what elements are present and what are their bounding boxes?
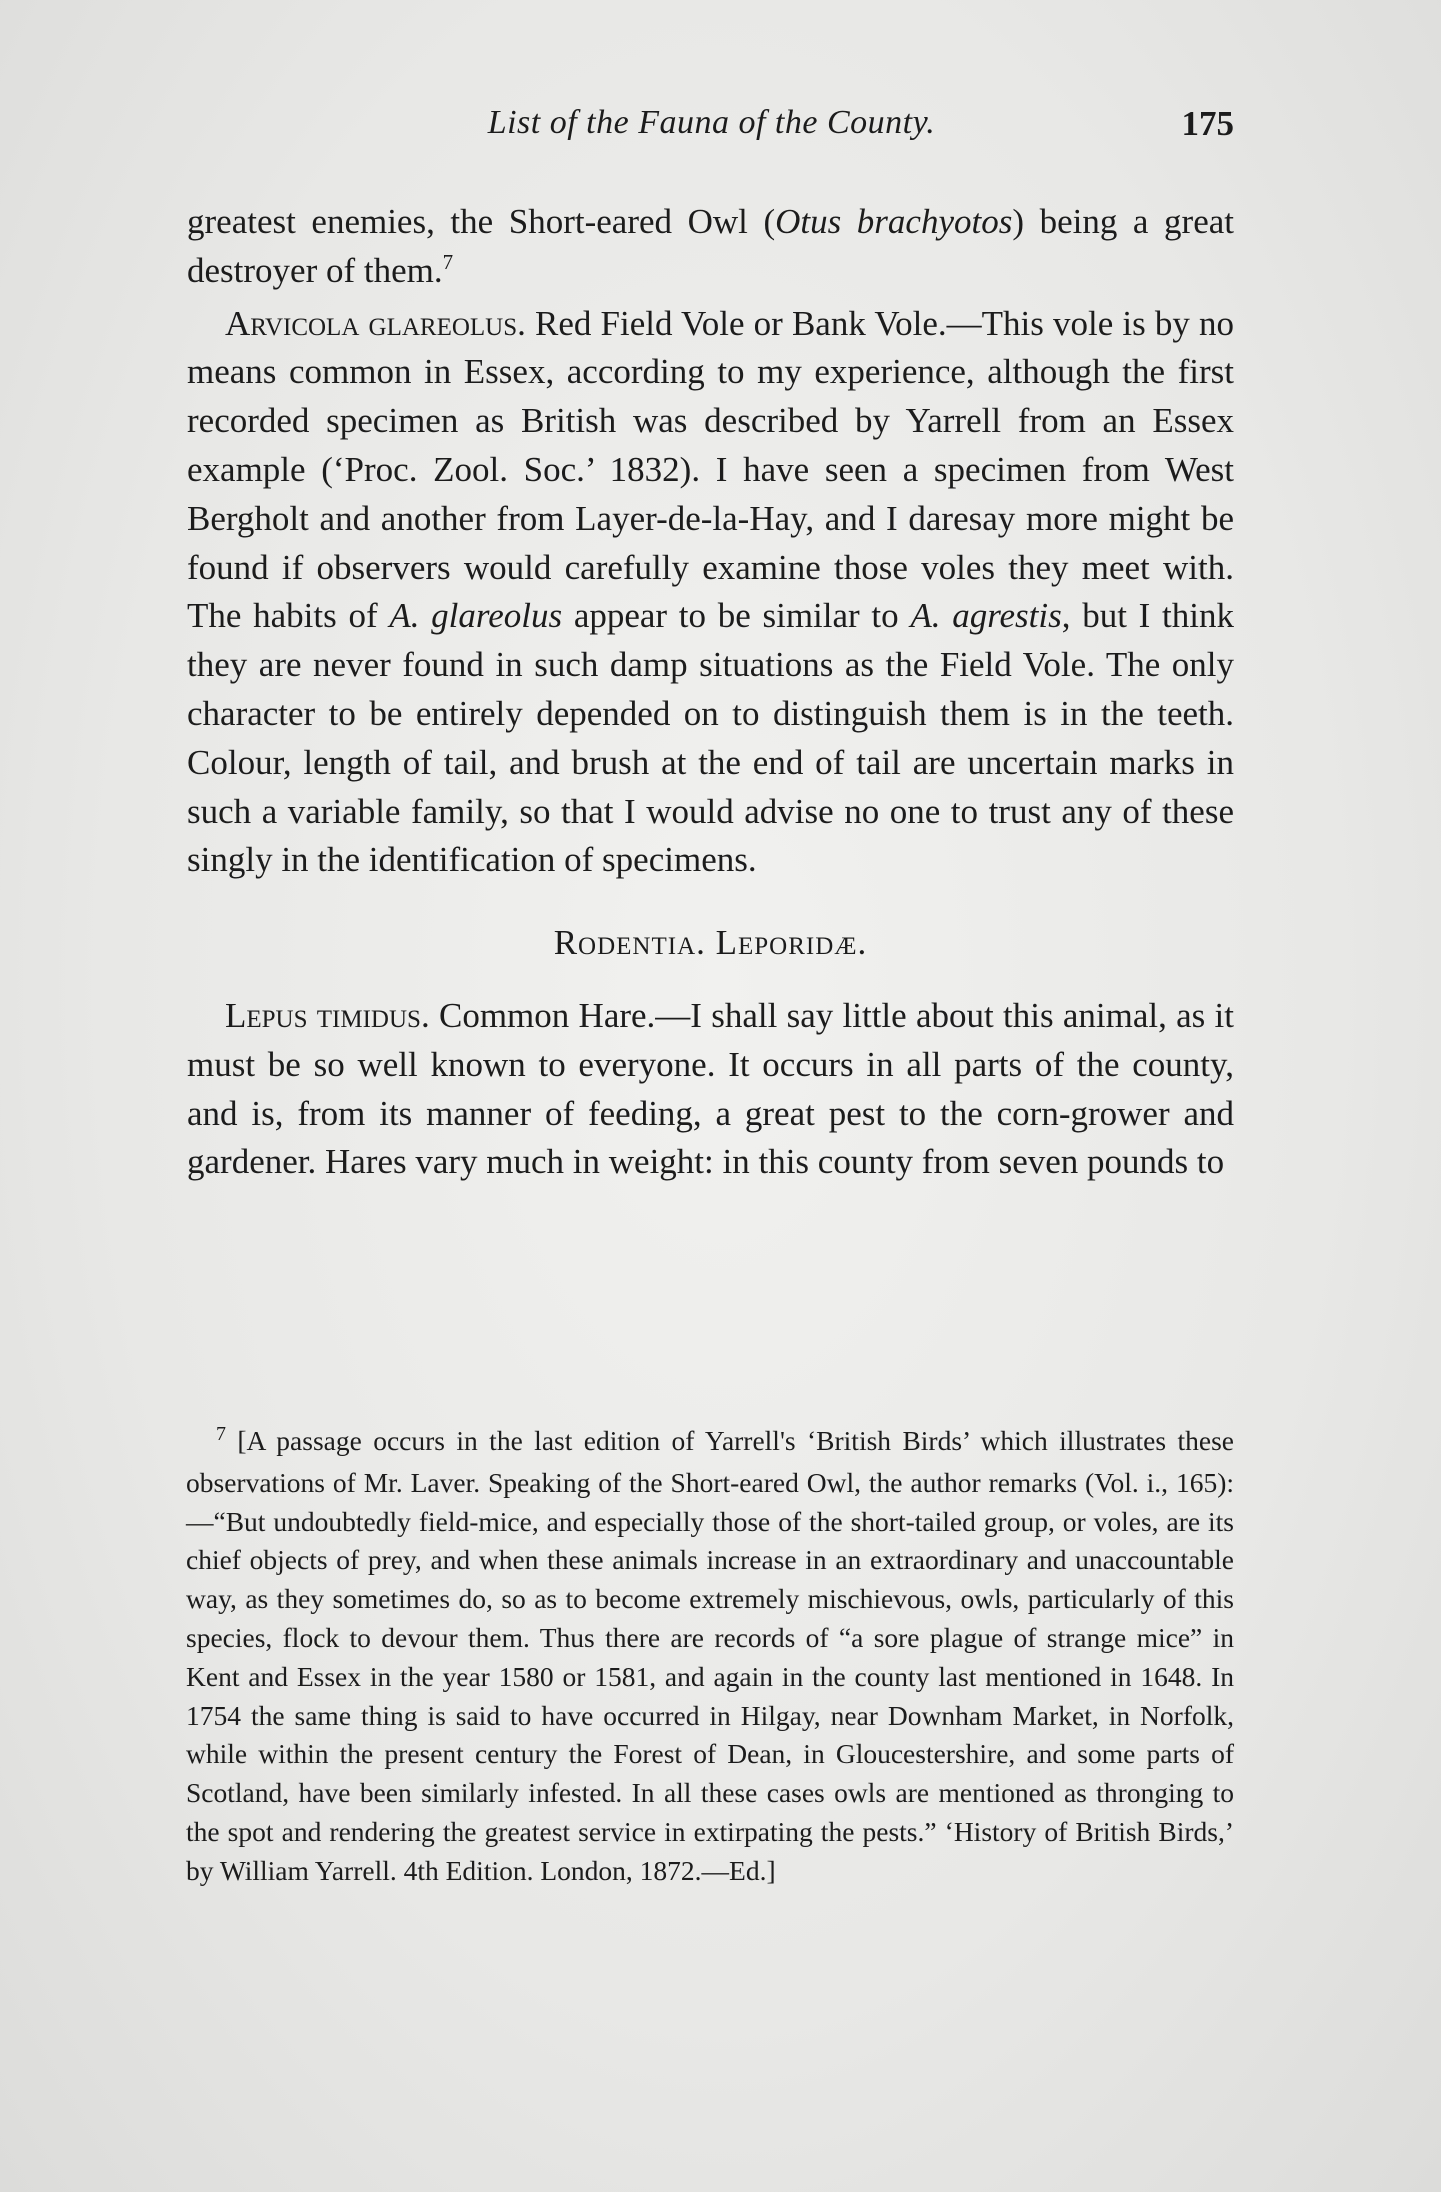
footnote-text: [A passage occurs in the last edition of Yarrell's ‘British Birds’ which illustrates these observations of Mr. Laver. Speaking of the Short-eared Owl, the author remarks (Vol. i., 165):—“But undoubtedly field-mice, and especially those of the short-tailed group, or voles, are its chief objects of prey, and when these animals increase in an extraordinary and unaccountable way, as they sometimes do, so as to become extremely mischievous, owls, particularly of this species, flock to devour them. Thus there are records of “a sore plague of strange mice” in Kent and Essex in the year 1580 or 1581, and again in the county last mentioned in 1648. In 1754 the same thing is said to have occurred in Hilgay, near Downham Market, in Norfolk, while within the present century the Forest of Dean, in Gloucestershire, and some parts of Scotland, have been similarly infested. In all these cases owls are mentioned as thronging to the spot and rendering the greatest service in extirpating the pests.” ‘History of British Birds,’ by William Yarrell. 4th Edition. London, 1872.—Ed.]: [186, 1425, 1234, 1886]
main-text: [187, 198, 1234, 1187]
italic-species-name: A. glareolus: [389, 596, 563, 636]
italic-species-name: Otus brachyotos: [775, 202, 1013, 241]
footnote: [186, 1422, 1234, 1891]
paragraph-common-hare: [187, 992, 1234, 1187]
italic-species-name: A. agrestis: [910, 596, 1062, 636]
paragraph-owl: [187, 198, 1234, 300]
page-number: 175: [1181, 104, 1234, 143]
species-heading: Arvicola glareolus.: [225, 303, 526, 343]
footnote-paragraph: [186, 1422, 1234, 1891]
paragraph-text: ) being a great destroyer of them.: [187, 202, 1235, 290]
paragraph-text: appear to be similar to: [562, 596, 911, 636]
paragraph-text: Red Field Vole or Bank Vole.—This vole is by no means common in Essex, according to my experience, although the first recorded specimen as British was described by Yarrell from an Essex example (‘Proc. Zool. Soc.’ 1832). I have seen a specimen from West Bergholt and another from Layer-de-la-Hay, and I daresay more might be found if observers would carefully examine those voles they meet with. The habits of: [187, 303, 1234, 636]
page-header: [189, 104, 1234, 154]
paragraph-bank-vole: [187, 300, 1234, 886]
paragraph-text: , but I think they are never found in such damp situations as the Field Vole. The only character to be entirely depended on to distinguish them is in the teeth. Colour, length of tail, and brush at the end of tail are uncertain marks in such a variable family, so that I would advise no one to trust any of these singly in the identification of specimens.: [187, 596, 1234, 880]
footnote-reference: 7: [442, 249, 454, 274]
section-heading: Rodentia. Leporidæ.: [553, 923, 868, 963]
paragraph-text: Common Hare.—I shall say little about this animal, as it must be so well known to everyone. It occurs in all parts of the county, and is, from its manner of feeding, a great pest to the corn-grower and gardener. Hares vary much in weight: in this county from seven pounds to: [187, 995, 1234, 1182]
paragraph-text: greatest enemies, the Short-eared Owl (: [187, 202, 776, 241]
species-heading: Lepus timidus.: [225, 995, 430, 1035]
footnote-marker: 7: [216, 1423, 226, 1445]
running-title: List of the Fauna of the County.: [487, 104, 936, 141]
